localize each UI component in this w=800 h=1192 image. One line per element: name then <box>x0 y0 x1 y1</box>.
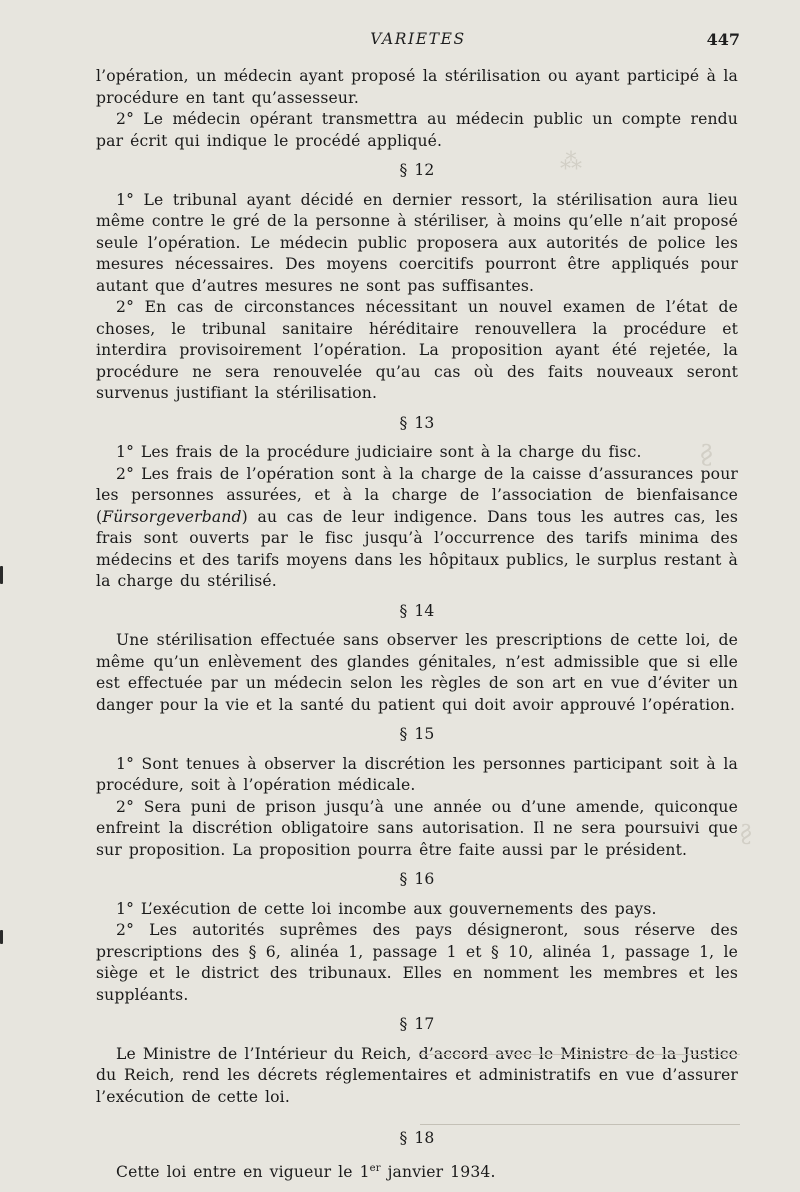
paragraph <box>96 464 738 593</box>
show-through-texture: ⁂ <box>560 150 582 175</box>
section-heading: § 15 <box>399 725 435 743</box>
section-heading: § 18 <box>399 1129 435 1147</box>
paragraph-text: ) au cas de leur indigence. Dans tous les autres cas, les frais sont ouverts par le fisc jusqu’à l’occurrence des tarifs minima des médecins et des tarifs moyens dans les hôpitaux publics, le surplus restant à la charge du stérilisé. <box>96 507 738 590</box>
article-body <box>96 66 738 1183</box>
section-heading: § 17 <box>399 1015 435 1033</box>
section-heading: § 16 <box>399 870 435 888</box>
paragraph <box>96 1158 738 1184</box>
page-number: 447 <box>706 30 740 49</box>
running-header <box>96 30 740 56</box>
paragraph-text: 2° Les frais de l’opération sont à la charge de la caisse d’assurances pour les personnes assurées, et à la charge de l’association de bienfaisance ( <box>96 464 738 526</box>
ordinal-superscript: er <box>369 1162 381 1174</box>
end-rule <box>420 1054 740 1055</box>
paragraph: 1° Le tribunal ayant décidé en dernier ressort, la stérilisation aura lieu même contre le gré de la personne à stériliser, à moins qu’elle n’ait proposé seule l’opération. Le médecin public proposera aux autorités de police les mesures nécessaires. Des moyens coercitifs pourront être appliqués pour autant que d’autres mesures ne sont pas suffisantes. <box>96 190 738 295</box>
paragraph-text: janvier 1934. <box>380 1162 496 1181</box>
paragraph: 2° Les autorités suprêmes des pays désigneront, sous réserve des prescriptions des § 6, alinéa 1, passage 1 et § 10, alinéa 1, passage 1, le siège et le district des tribunaux. Elles en nomment les membres et les suppléants. <box>96 921 738 1004</box>
show-through-texture: § <box>700 440 713 470</box>
paragraph: 1° Sont tenues à observer la discrétion les personnes participant soit à la procédure, soit à l’opération médicale. <box>96 754 738 794</box>
paragraph: Le Ministre de l’Intérieur du Reich, d’accord avec le Ministre de la Justice du Reich, rend les décrets réglementaires et administratifs en vue d’assurer l’exécution de cette loi. <box>96 1044 738 1106</box>
paragraph: Une stérilisation effectuée sans observer les prescriptions de cette loi, de même qu’un enlèvement des glandes génitales, n’est admissible que si elle est effectuée par un médecin selon les règles de son art en vue d’éviter un danger pour la vie et la santé du patient qui doit avoir approuvé l’opération. <box>96 631 738 714</box>
paragraph: 2° Le médecin opérant transmettra au médecin public un compte rendu par écrit qui indique le procédé appliqué. <box>96 110 738 150</box>
paragraph: 2° En cas de circonstances nécessitant un nouvel examen de l’état de choses, le tribunal sanitaire héréditaire renouvellera la procédure et interdira provisoirement l’opération. La proposition ayant été rejetée, la procédure ne sera renouvelée qu’au cas où des faits nouveaux seront survenus justifiant la stérilisation. <box>96 298 738 402</box>
section-heading: § 12 <box>399 161 435 179</box>
paragraph-text: Cette loi entre en vigueur le 1 <box>116 1162 370 1181</box>
scan-edge-mark <box>0 930 3 944</box>
paragraph: 1° L’exécution de cette loi incombe aux gouvernements des pays. <box>116 899 657 918</box>
paragraph: l’opération, un médecin ayant proposé la stérilisation ou ayant participé à la procédure en tant qu’assesseur. <box>96 67 738 107</box>
section-heading: § 14 <box>399 601 435 620</box>
show-through-texture: § <box>740 820 752 848</box>
end-rule <box>420 1124 740 1125</box>
german-term: Fürsorgeverband <box>102 507 242 526</box>
running-title: VARIETES <box>370 30 466 48</box>
section-heading: § 13 <box>399 413 435 432</box>
scan-edge-mark <box>0 566 3 584</box>
paragraph: 2° Sera puni de prison jusqu’à une année ou d’une amende, quiconque enfreint la discrétion obligatoire sans autorisation. Il ne sera poursuivi que sur proposition. La proposition pourra être faite aussi par le président. <box>96 797 738 859</box>
paragraph: 1° Les frais de la procédure judiciaire sont à la charge du fisc. <box>116 443 642 461</box>
